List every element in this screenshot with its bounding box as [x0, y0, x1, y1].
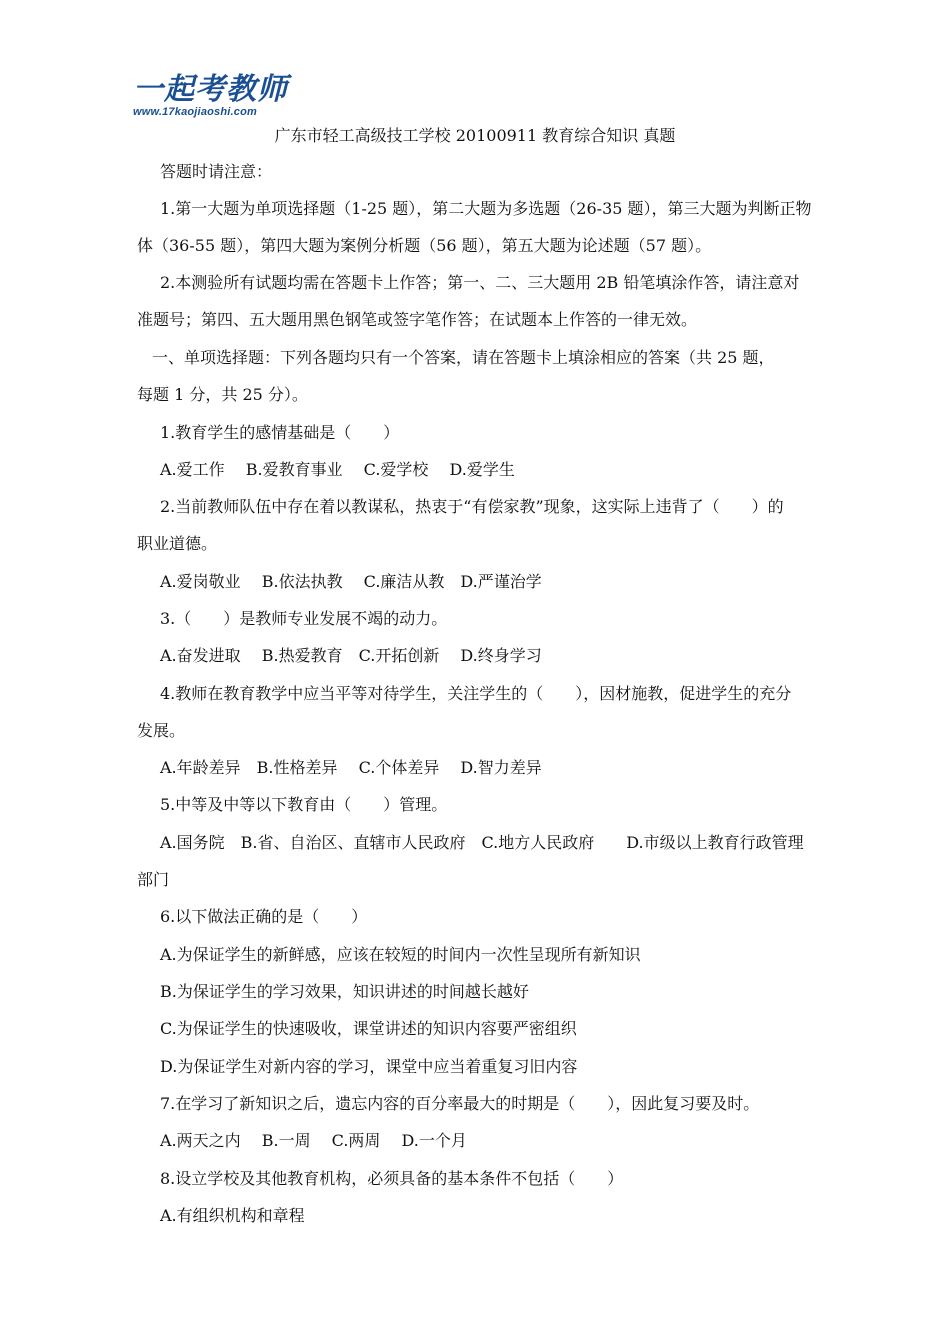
- note-2-line-2: 准题号；第四、五大题用黑色钢笔或签字笔作答；在试题本上作答的一律无效。: [137, 310, 698, 329]
- site-logo: [133, 74, 303, 118]
- question-7: 7.在学习了新知识之后，遗忘内容的百分率最大的时期是（ ），因此复习要及时。: [160, 1094, 760, 1113]
- notice-heading: 答题时请注意：: [160, 162, 273, 181]
- section-1-heading-cont: 每题 1 分，共 25 分）。: [137, 385, 308, 404]
- question-4-cont: 发展。: [137, 721, 186, 740]
- question-6-option-b: B.为保证学生的学习效果，知识讲述的时间越长越好: [160, 982, 529, 1001]
- note-2-line-1: 2.本测验所有试题均需在答题卡上作答；第一、二、三大题用 2B 铅笔填涂作答，请注意对: [160, 273, 800, 292]
- question-6-option-a: A.为保证学生的新鲜感，应该在较短的时间内一次性呈现所有新知识: [160, 945, 641, 964]
- section-1-heading: 一、单项选择题：下列各题均只有一个答案，请在答题卡上填涂相应的答案（共 25 题，: [152, 348, 775, 367]
- logo-url-text: www.17kaojiaoshi.com: [133, 106, 258, 118]
- question-6-option-c: C.为保证学生的快速吸收，课堂讲述的知识内容要严密组织: [160, 1019, 577, 1038]
- note-1-line-1: 1.第一大题为单项选择题（1-25 题），第二大题为多选题（26-35 题），第三大题为判断正物: [160, 199, 812, 218]
- question-5-options: A.国务院 B.省、自治区、直辖市人民政府 C.地方人民政府 D.市级以上教育行政管理: [160, 833, 804, 852]
- question-5: 5.中等及中等以下教育由（ ）管理。: [160, 795, 448, 814]
- question-6-option-d: D.为保证学生对新内容的学习，课堂中应当着重复习旧内容: [160, 1057, 578, 1076]
- question-2-cont: 职业道德。: [137, 534, 218, 553]
- question-1-options: A.爱工作 B.爱教育事业 C.爱学校 D.爱学生: [160, 460, 515, 479]
- question-3: 3.（ ）是教师专业发展不竭的动力。: [160, 609, 448, 628]
- question-3-options: A.奋发进取 B.热爱教育 C.开拓创新 D.终身学习: [160, 646, 542, 665]
- question-7-options: A.两天之内 B.一周 C.两周 D.一个月: [160, 1131, 467, 1150]
- question-6: 6.以下做法正确的是（ ）: [160, 907, 368, 926]
- question-5-options-cont: 部门: [137, 870, 170, 889]
- question-2: 2.当前教师队伍中存在着以教谋私，热衷于“有偿家教”现象，这实际上违背了（ ）的: [160, 497, 784, 516]
- question-1: 1.教育学生的感情基础是（ ）: [160, 423, 400, 442]
- document-title: 广东市轻工高级技工学校 20100911 教育综合知识 真题: [274, 126, 676, 145]
- question-2-options: A.爱岗敬业 B.依法执教 C.廉洁从教 D.严谨治学: [160, 572, 542, 591]
- note-1-line-2: 体（36-55 题），第四大题为案例分析题（56 题），第五大题为论述题（57 题）。: [137, 236, 712, 255]
- question-4-options: A.年龄差异 B.性格差异 C.个体差异 D.智力差异: [160, 758, 542, 777]
- question-8-option-a: A.有组织机构和章程: [160, 1206, 305, 1225]
- logo-brand-text: 一起考教师: [133, 72, 288, 107]
- question-4: 4.教师在教育教学中应当平等对待学生，关注学生的（ ），因材施教，促进学生的充分: [160, 684, 792, 703]
- question-8: 8.设立学校及其他教育机构，必须具备的基本条件不包括（ ）: [160, 1169, 624, 1188]
